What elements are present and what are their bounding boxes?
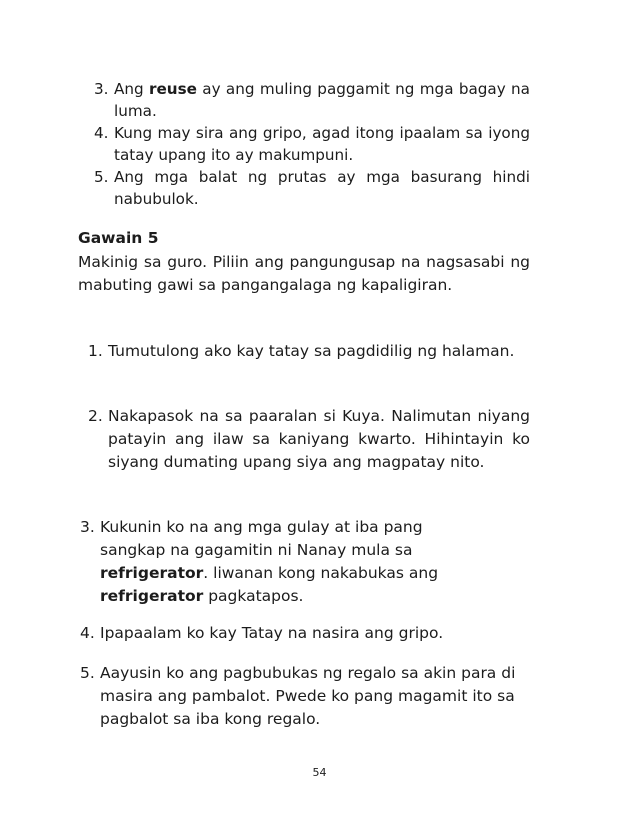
answer-text: Kukunin ko na ang mga gulay at iba pang sangkap na gagamitin ni Nanay mula sa refrigerator. liwanan kong nakabukas ang refrigerator pagkatapos. [100, 518, 439, 605]
answer-number: 4. [80, 624, 95, 642]
page-number: 54 [312, 766, 327, 779]
list-item [94, 78, 530, 122]
item-number: 4. [94, 124, 109, 142]
answer-number: 2. [88, 407, 103, 425]
item-text: Kung may sira ang gripo, agad itong ipaalam sa iyong tatay upang ito ay makumpuni. [114, 124, 530, 164]
item-text: Ang reuse ay ang muling paggamit ng mga bagay na luma. [114, 80, 530, 120]
activity-instruction: Makinig sa guro. Piliin ang pangungusap na nagsasabi ng mabuting gawi sa pangangalaga ng kapaligiran. [78, 253, 530, 294]
answer-item [88, 340, 530, 363]
item-number: 5. [94, 168, 109, 186]
answer-text: Nakapasok na sa paaralan si Kuya. Nalimutan niyang patayin ang ilaw sa kaniyang kwarto. Hihintayin ko siyang dumating upang siya ang magpatay nito. [108, 407, 530, 471]
item-number: 3. [94, 80, 109, 98]
answer-text: Aayusin ko ang pagbubukas ng regalo sa akin para di masira ang pambalot. Pwede ko pang magamit ito sa pagbalot sa iba kong regalo. [100, 664, 516, 728]
answer-item [88, 405, 530, 474]
activity-heading: Gawain 5 [78, 229, 159, 247]
list-item [94, 122, 530, 166]
answer-item [80, 516, 480, 608]
answer-text: Tumutulong ako kay tatay sa pagdidilig ng halaman. [108, 342, 515, 360]
answer-number: 1. [88, 342, 103, 360]
bold-term: refrigerator [100, 564, 204, 582]
bold-term: refrigerator [100, 587, 204, 605]
list-item [94, 166, 530, 210]
review-list [94, 78, 530, 210]
item-text: Ang mga balat ng prutas ay mga basurang hindi nabubulok. [114, 168, 530, 208]
answer-number: 3. [80, 518, 95, 536]
answer-item [80, 622, 530, 645]
answer-item [80, 662, 530, 731]
answer-number: 5. [80, 664, 95, 682]
bold-term: reuse [149, 80, 197, 98]
answer-text: Ipapaalam ko kay Tatay na nasira ang gripo. [100, 624, 444, 642]
